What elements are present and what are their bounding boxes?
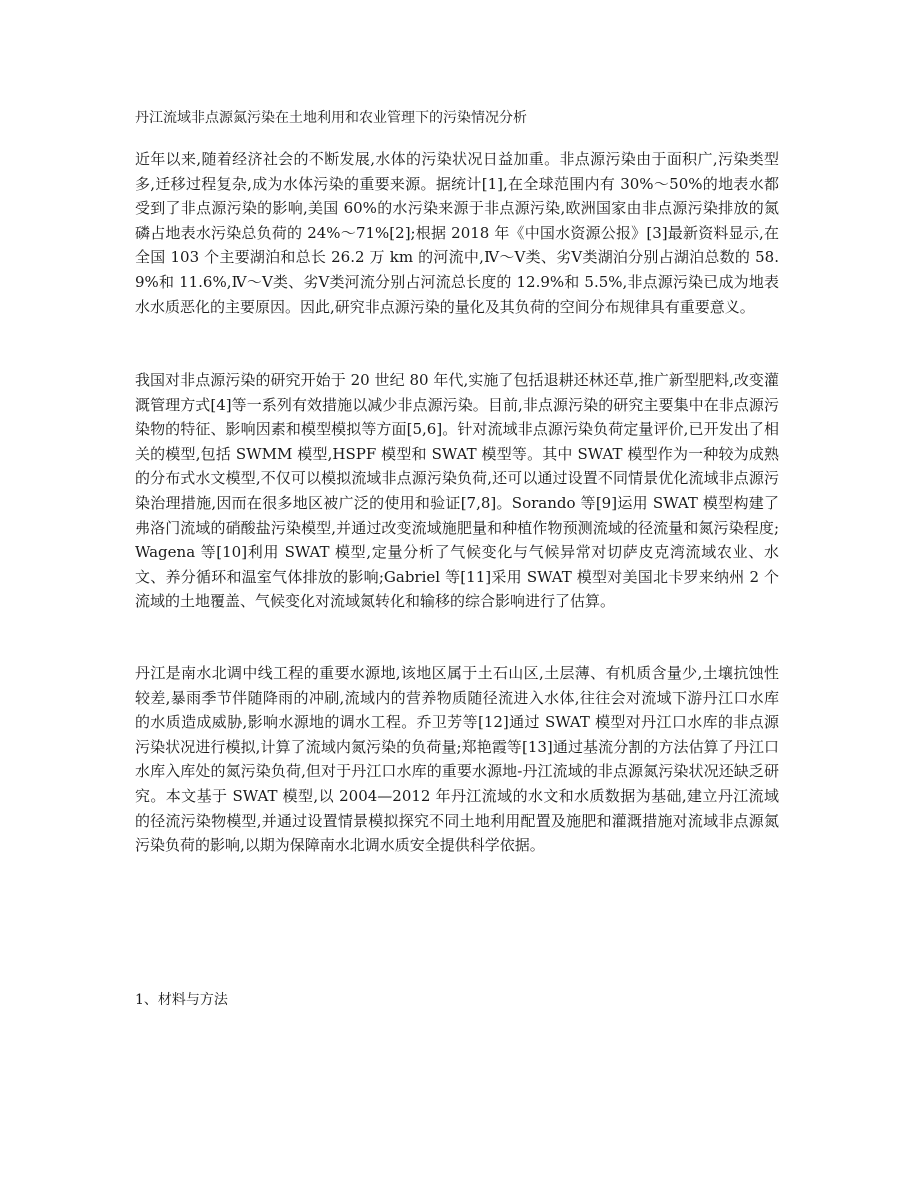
document-title: 丹江流域非点源氮污染在土地利用和农业管理下的污染情况分析	[135, 110, 527, 126]
paragraph-research-review: 我国对非点源污染的研究开始于 20 世纪 80 年代,实施了包括退耕还林还草,推广新型肥料,改变灌溉管理方式[4]等一系列有效措施以减少非点源污染。目前,非点源污染的研究主要集中在非点源污染物的特征、影响因素和模型模拟等方面[5,6]。针对流域非点源污染负荷定量评价,已开发出了相关的模型,包括 SWMM 模型,HSPF 模型和 SWAT 模型等。其中 SWAT 模型作为一种较为成熟的分布式水文模型,不仅可以模拟流域非点源污染负荷,还可以通过设置不同情景优化流域非点源污染治理措施,因而在很多地区被广泛的使用和验证[7,8]。Sorando 等[9]运用 SWAT 模型构建了弗洛门流域的硝酸盐污染模型,并通过改变流域施肥量和种植作物预测流域的径流量和氮污染程度;Wagena 等[10]利用 SWAT 模型,定量分析了气候变化与气候异常对切萨皮克湾流域农业、水文、养分循环和温室气体排放的影响;Gabriel 等[11]采用 SWAT 模型对美国北卡罗来纳州 2 个流域的土地覆盖、气候变化对流域氮转化和输移的综合影响进行了估算。	[135, 371, 779, 611]
section-heading: 1、材料与方法	[135, 992, 228, 1008]
paragraph-introduction: 近年以来,随着经济社会的不断发展,水体的污染状况日益加重。非点源污染由于面积广,污染类型多,迁移过程复杂,成为水体污染的重要来源。据统计[1],在全球范围内有 30%～50%的地表水都受到了非点源污染的影响,美国 60%的水污染来源于非点源污染,欧洲国家由非点源污染排放的氮磷占地表水污染总负荷的 24%～71%[2];根据 2018 年《中国水资源公报》[3]最新资料显示,在全国 103 个主要湖泊和总长 26.2 万 km 的河流中,Ⅳ～Ⅴ类、劣Ⅴ类湖泊分别占湖泊总数的 58.9%和 11.6%,Ⅳ～Ⅴ类、劣Ⅴ类河流分别占河流总长度的 12.9%和 5.5%,非点源污染已成为地表水水质恶化的主要原因。因此,研究非点源污染的量化及其负荷的空间分布规律具有重要意义。	[135, 150, 779, 316]
paragraph-study-area: 丹江是南水北调中线工程的重要水源地,该地区属于土石山区,土层薄、有机质含量少,土壤抗蚀性较差,暴雨季节伴随降雨的冲刷,流域内的营养物质随径流进入水体,往往会对流域下游丹江口水库的水质造成威胁,影响水源地的调水工程。乔卫芳等[12]通过 SWAT 模型对丹江口水库的非点源污染状况进行模拟,计算了流域内氮污染的负荷量;郑艳霞等[13]通过基流分割的方法估算了丹江口水库入库处的氮污染负荷,但对于丹江口水库的重要水源地-丹江流域的非点源氮污染状况还缺乏研究。本文基于 SWAT 模型,以 2004—2012 年丹江流域的水文和水质数据为基础,建立丹江流域的径流污染物模型,并通过设置情景模拟探究不同土地利用配置及施肥和灌溉措施对流域非点源氮污染负荷的影响,以期为保障南水北调水质安全提供科学依据。	[135, 664, 779, 855]
